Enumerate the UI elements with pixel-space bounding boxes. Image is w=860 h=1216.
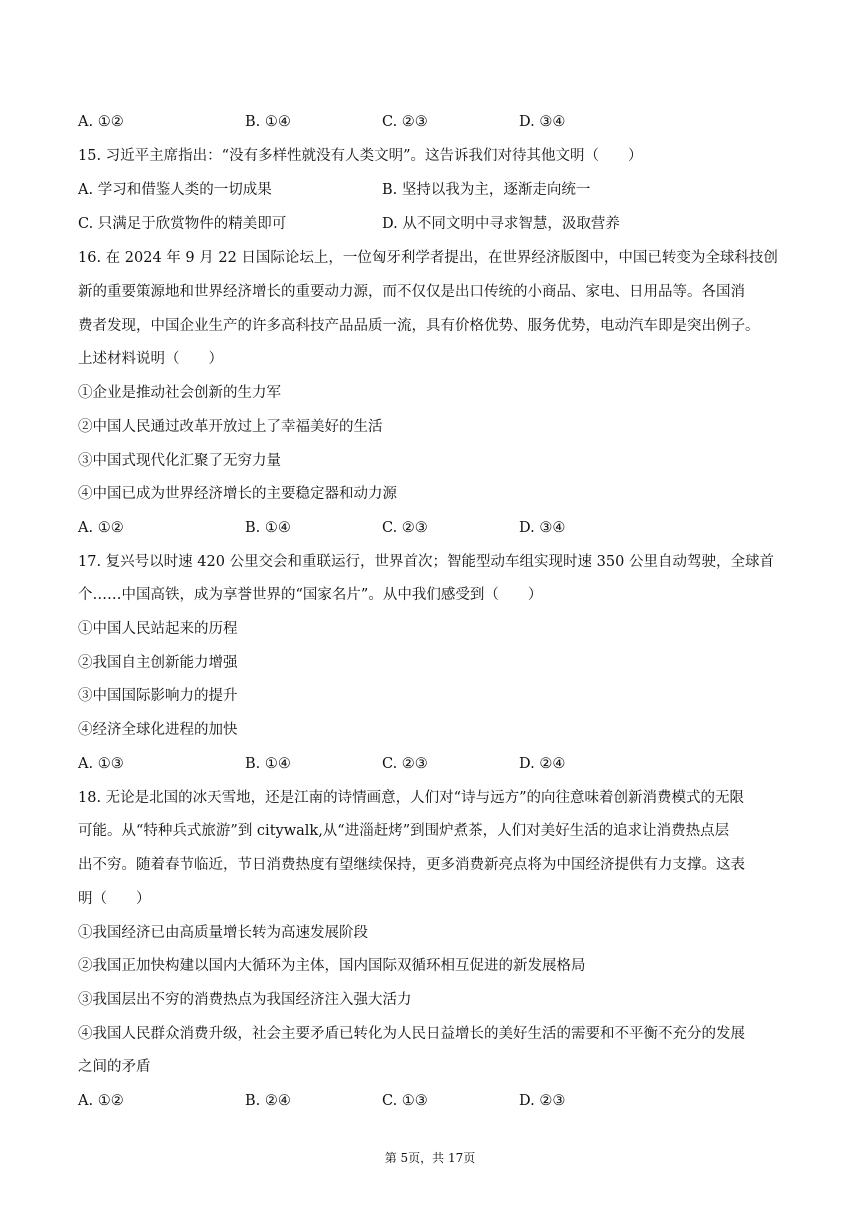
q18-option-c: C. ①③ xyxy=(382,1093,428,1109)
q17-item-2: ②我国自主创新能力增强 xyxy=(78,655,238,671)
q16-item-4: ④中国已成为世界经济增长的主要稳定器和动力源 xyxy=(78,486,397,502)
q16-option-a: A. ①② xyxy=(78,520,124,536)
q18-item-1: ①我国经济已由高质量增长转为高速发展阶段 xyxy=(78,925,368,941)
q16-item-3: ③中国式现代化汇聚了无穷力量 xyxy=(78,453,281,469)
q17-option-d: D. ②④ xyxy=(519,756,566,772)
q17-option-a: A. ①③ xyxy=(78,756,124,772)
q18-item-2: ②我国正加快构建以国内大循环为主体，国内国际双循环相互促进的新发展格局 xyxy=(78,958,586,974)
q16-stem-line-4: 上述材料说明（ ） xyxy=(78,351,223,367)
q18-stem-line-1: 18. 无论是北国的冰天雪地，还是江南的诗情画意，人们对“诗与远方”的向往意味着创新消费模式的无限 xyxy=(78,790,744,806)
q15-option-a: A. 学习和借鉴人类的一切成果 xyxy=(78,182,272,198)
q14-option-b: B. ①④ xyxy=(245,114,291,130)
q14-option-c: C. ②③ xyxy=(382,114,428,130)
q16-options xyxy=(78,518,778,538)
q15-option-d: D. 从不同文明中寻求智慧，汲取营养 xyxy=(382,216,620,232)
q16-item-2: ②中国人民通过改革开放过上了幸福美好的生活 xyxy=(78,419,383,435)
q15-option-b: B. 坚持以我为主，逐渐走向统一 xyxy=(382,182,591,198)
q18-item-4: ④我国人民群众消费升级，社会主要矛盾已转化为人民日益增长的美好生活的需要和不平衡不充分的发展 xyxy=(78,1026,745,1042)
q16-option-d: D. ③④ xyxy=(519,520,566,536)
q18-stem-line-2: 可能。从“特种兵式旅游”到 citywalk,从“进淄赶烤”到围炉煮茶，人们对美好生活的追求让消费热点层 xyxy=(78,823,730,839)
q14-option-d: D. ③④ xyxy=(519,114,566,130)
q18-options xyxy=(78,1091,778,1111)
q18-stem-line-3: 出不穷。随着春节临近，节日消费热度有望继续保持，更多消费新亮点将为中国经济提供有力支撑。这表 xyxy=(78,857,745,873)
q16-option-c: C. ②③ xyxy=(382,520,428,536)
q17-item-1: ①中国人民站起来的历程 xyxy=(78,621,238,637)
q18-stem-line-4: 明（ ） xyxy=(78,891,151,907)
page-number-footer: 第 5页，共 17页 xyxy=(384,1151,476,1165)
q17-option-b: B. ①④ xyxy=(245,756,291,772)
q17-stem-line-2: 个……中国高铁，成为享誉世界的“国家名片”。从中我们感受到（ ） xyxy=(78,587,543,603)
q15-stem: 15. 习近平主席指出：“没有多样性就没有人类文明”。这告诉我们对待其他文明（ ） xyxy=(78,148,643,164)
q18-option-a: A. ①② xyxy=(78,1093,124,1109)
q17-stem-line-1: 17. 复兴号以时速 420 公里交会和重联运行，世界首次；智能型动车组实现时速 350 公里自动驾驶，全球首 xyxy=(78,554,774,570)
q17-options xyxy=(78,754,778,774)
q14-options xyxy=(78,112,778,132)
q16-stem-line-3: 费者发现，中国企业生产的许多高科技产品品质一流，具有价格优势、服务优势，电动汽车即是突出例子。 xyxy=(78,318,760,334)
q17-option-c: C. ②③ xyxy=(382,756,428,772)
q14-option-a: A. ①② xyxy=(78,114,124,130)
q15-options-row1 xyxy=(78,180,778,200)
q16-item-1: ①企业是推动社会创新的生力军 xyxy=(78,385,281,401)
q17-item-4: ④经济全球化进程的加快 xyxy=(78,722,238,738)
q18-option-b: B. ②④ xyxy=(245,1093,291,1109)
q16-stem-line-1: 16. 在 2024 年 9 月 22 日国际论坛上，一位匈牙利学者提出，在世界经济版图中，中国已转变为全球科技创 xyxy=(78,250,778,266)
q15-option-c: C. 只满足于欣赏物件的精美即可 xyxy=(78,216,287,232)
q18-option-d: D. ②③ xyxy=(519,1093,566,1109)
q17-item-3: ③中国国际影响力的提升 xyxy=(78,688,238,704)
q18-item-3: ③我国层出不穷的消费热点为我国经济注入强大活力 xyxy=(78,992,412,1008)
q15-options-row2 xyxy=(78,214,778,234)
q16-option-b: B. ①④ xyxy=(245,520,291,536)
q18-item-4-continued: 之间的矛盾 xyxy=(78,1059,151,1075)
q16-stem-line-2: 新的重要策源地和世界经济增长的重要动力源，而不仅仅是出口传统的小商品、家电、日用品等。各国消 xyxy=(78,284,745,300)
